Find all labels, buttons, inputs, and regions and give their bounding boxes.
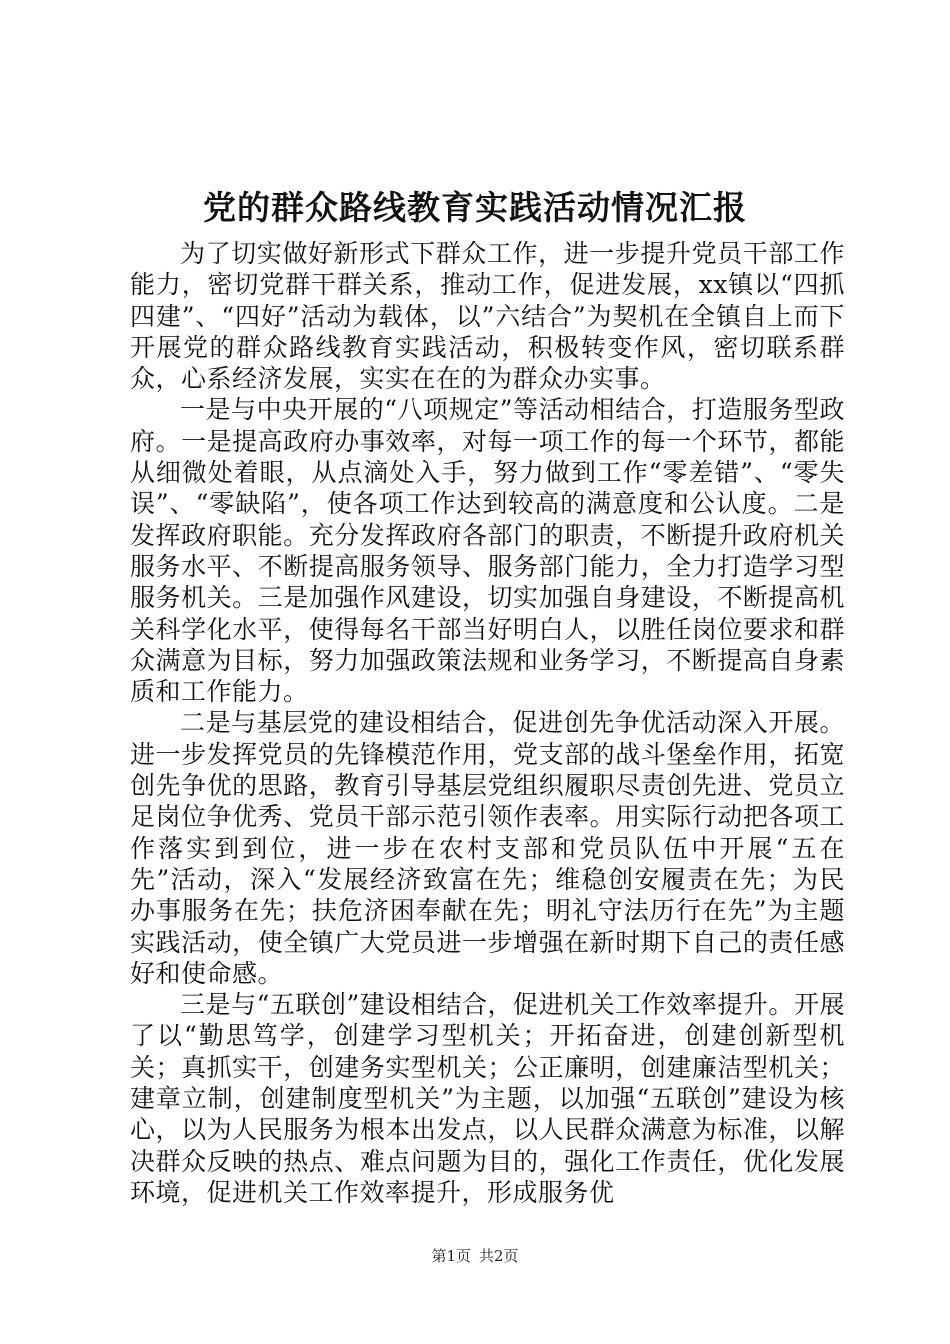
page-number: 第1页 <box>431 1247 471 1265</box>
paragraph-intro: 为了切实做好新形式下群众工作，进一步提升党员干部工作能力，密切党群干群关系，推动工作，促进发展，xx镇以“四抓四建”、“四好”活动为载体，以”六结合”为契机在全镇自上而下开展党的群众路线教育实践活动，积极转变作风，密切联系群众，心系经济发展，实实在在的为群众办实事。 <box>130 239 845 394</box>
page-footer <box>0 1246 950 1266</box>
paragraph-point-three: 三是与“五联创”建设相结合，促进机关工作效率提升。开展了以“勤思笃学，创建学习型机关；开拓奋进，创建创新型机关；真抓实干，创建务实型机关；公正廉明，创建廉洁型机关；建章立制，创建制度型机关”为主题，以加强“五联创”建设为核心，以为人民服务为根本出发点，以人民群众满意为标准，以解决群众反映的热点、难点问题为目的，强化工作责任，优化发展环境，促进机关工作效率提升，形成服务优 <box>130 990 845 1207</box>
document-body <box>130 238 845 1208</box>
page-total: 共2页 <box>479 1247 519 1265</box>
paragraph-point-one: 一是与中央开展的“八项规定”等活动相结合，打造服务型政府。一是提高政府办事效率，对每一项工作的每一个环节，都能从细微处着眼，从点滴处入手，努力做到工作“零差错”、“零失误”、“零缺陷”，使各项工作达到较高的满意度和公认度。二是发挥政府职能。充分发挥政府各部门的职责，不断提升政府机关服务水平、不断提高服务领导、服务部门能力，全力打造学习型服务机关。三是加强作风建设，切实加强自身建设，不断提高机关科学化水平，使得每名干部当好明白人，以胜任岗位要求和群众满意为目标，努力加强政策法规和业务学习，不断提高自身素质和工作能力。 <box>130 395 845 707</box>
document-title: 党的群众路线教育实践活动情况汇报 <box>203 188 747 227</box>
paragraph-point-two: 二是与基层党的建设相结合，促进创先争优活动深入开展。进一步发挥党员的先锋模范作用，党支部的战斗堡垒作用，拓宽创先争优的思路，教育引导基层党组织履职尽责创先进、党员立足岗位争优秀、党员干部示范引领作表率。用实际行动把各项工作落实到到位，进一步在农村支部和党员队伍中开展“五在先”活动，深入“发展经济致富在先；维稳创安履责在先；为民办事服务在先；扶危济困奉献在先；明礼守法历行在先”为主题实践活动，使全镇广大党员进一步增强在新时期下自己的责任感好和使命感。 <box>130 708 845 988</box>
